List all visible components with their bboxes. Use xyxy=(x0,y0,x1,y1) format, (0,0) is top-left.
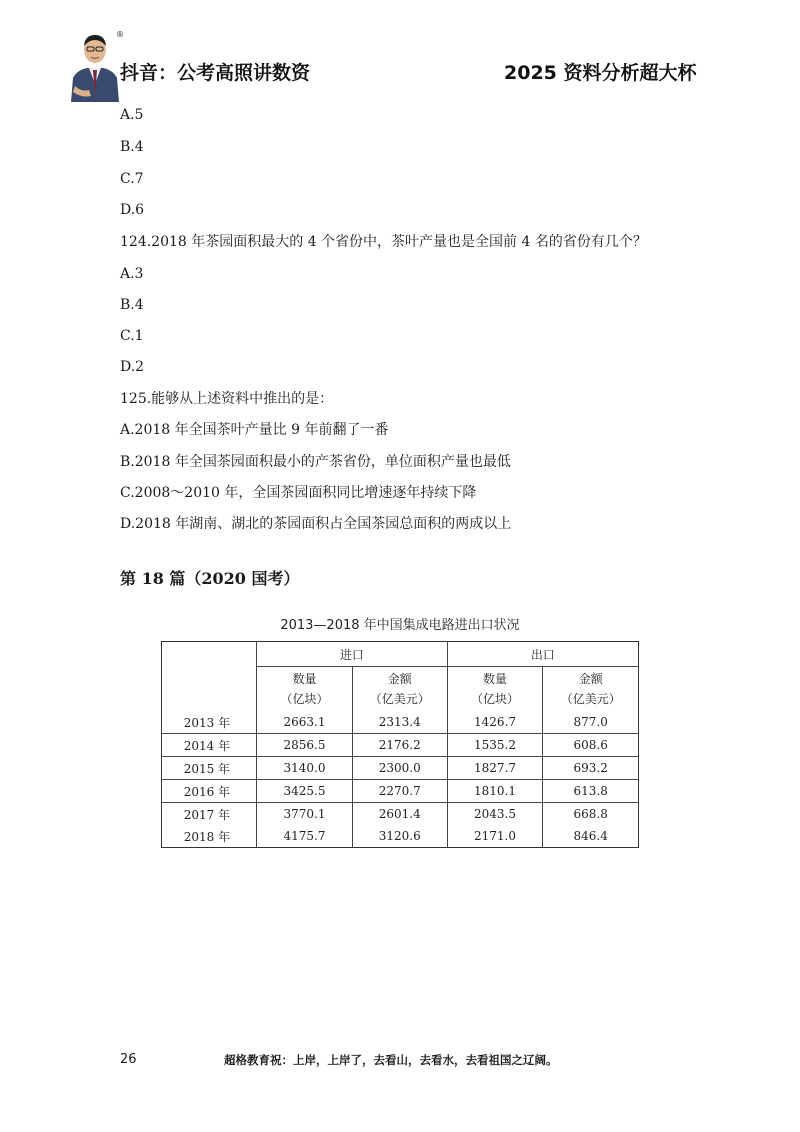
option-b-q123: B.4 xyxy=(120,139,144,155)
section-title: 第 18 篇（2020 国考） xyxy=(120,569,300,588)
export-qty-cell: 2043.5 xyxy=(447,803,543,826)
header-export-qty-label: 数量 xyxy=(483,672,508,686)
header-import-amt xyxy=(352,667,447,712)
export-amt-cell: 877.0 xyxy=(543,711,639,734)
question-124: 124.2018 年茶园面积最大的 4 个省份中，茶叶产量也是全国前 4 名的省份有几个？ xyxy=(120,234,647,250)
export-qty-cell: 1426.7 xyxy=(447,711,543,734)
page-number: 26 xyxy=(120,1052,137,1067)
import-qty-cell: 2856.5 xyxy=(257,734,353,757)
year-cell: 2016 年 xyxy=(162,780,257,803)
import-qty-cell: 4175.7 xyxy=(257,825,353,848)
export-amt-cell: 608.6 xyxy=(543,734,639,757)
option-d-q123: D.6 xyxy=(120,202,145,218)
year-cell: 2015 年 xyxy=(162,757,257,780)
export-qty-cell: 1827.7 xyxy=(447,757,543,780)
option-a-q125: A.2018 年全国茶叶产量比 9 年前翻了一番 xyxy=(120,422,389,438)
ic-import-export-table xyxy=(161,641,639,848)
header-right-title: 2025 资料分析超大杯 xyxy=(504,62,697,84)
import-qty-cell: 3140.0 xyxy=(257,757,353,780)
header-import: 进口 xyxy=(257,642,448,667)
export-qty-cell: 2171.0 xyxy=(447,825,543,848)
registered-mark: ® xyxy=(116,30,124,39)
export-amt-cell: 846.4 xyxy=(573,829,608,843)
export-amt-cell: 668.8 xyxy=(573,807,608,821)
header-export-qty-unit: （亿块） xyxy=(471,692,520,706)
export-amt-cell: 613.8 xyxy=(543,780,639,803)
header-left-title: 抖音：公考高照讲数资 xyxy=(120,62,311,84)
import-qty-cell: 2663.1 xyxy=(257,711,353,734)
header-import-qty xyxy=(257,667,353,712)
header-import-amt-label: 金额 xyxy=(387,672,412,686)
export-qty-cell: 1810.1 xyxy=(447,780,543,803)
year-cell: 2018 年 xyxy=(162,825,257,848)
table-row xyxy=(162,780,639,803)
table-row xyxy=(162,734,639,757)
footer-slogan: 超格教育祝：上岸，上岸了，去看山，去看水，去看祖国之辽阔。 xyxy=(224,1053,558,1067)
option-a-q124: A.3 xyxy=(120,266,144,282)
option-c-q123: C.7 xyxy=(120,171,144,187)
import-qty-cell: 3770.1 xyxy=(257,803,353,826)
import-qty-cell: 3425.5 xyxy=(257,780,353,803)
header-export-amt-unit: （亿美元） xyxy=(560,692,621,706)
header-export-qty xyxy=(447,667,543,712)
table-row xyxy=(162,803,639,826)
import-amt-cell: 2300.0 xyxy=(352,757,447,780)
table-corner-cell xyxy=(162,642,257,712)
import-amt-cell: 2176.2 xyxy=(352,734,447,757)
option-d-q124: D.2 xyxy=(120,359,145,375)
table-row xyxy=(162,825,639,848)
table-title: 2013—2018 年中国集成电路进出口状况 xyxy=(280,618,520,633)
option-c-q125: C.2008～2010 年，全国茶园面积同比增速逐年持续下降 xyxy=(120,485,477,501)
header-export-amt-label: 金额 xyxy=(578,672,603,686)
person-photo-icon xyxy=(67,26,123,102)
question-125: 125.能够从上述资料中推出的是： xyxy=(120,391,334,407)
export-qty-cell: 1535.2 xyxy=(447,734,543,757)
year-cell: 2014 年 xyxy=(162,734,257,757)
header-import-qty-unit: （亿块） xyxy=(280,692,329,706)
header-export: 出口 xyxy=(447,642,638,667)
option-b-q125: B.2018 年全国茶园面积最小的产茶省份，单位面积产量也最低 xyxy=(120,454,511,470)
import-amt-cell: 2270.7 xyxy=(352,780,447,803)
header-import-qty-label: 数量 xyxy=(292,672,317,686)
year-cell: 2017 年 xyxy=(162,803,257,826)
header-import-amt-unit: （亿美元） xyxy=(369,692,430,706)
import-amt-cell: 2313.4 xyxy=(352,711,447,734)
author-avatar xyxy=(67,26,123,102)
table-row xyxy=(162,757,639,780)
import-amt-cell: 2601.4 xyxy=(352,803,447,826)
year-cell: 2013 年 xyxy=(162,711,257,734)
table-row xyxy=(162,711,639,734)
option-c-q124: C.1 xyxy=(120,328,144,344)
export-amt-cell: 693.2 xyxy=(543,757,639,780)
import-amt-cell: 3120.6 xyxy=(352,825,447,848)
option-b-q124: B.4 xyxy=(120,297,144,313)
option-a-q123: A.5 xyxy=(120,107,144,123)
header-export-amt xyxy=(543,667,639,712)
option-d-q125: D.2018 年湖南、湖北的茶园面积占全国茶园总面积的两成以上 xyxy=(120,516,512,532)
